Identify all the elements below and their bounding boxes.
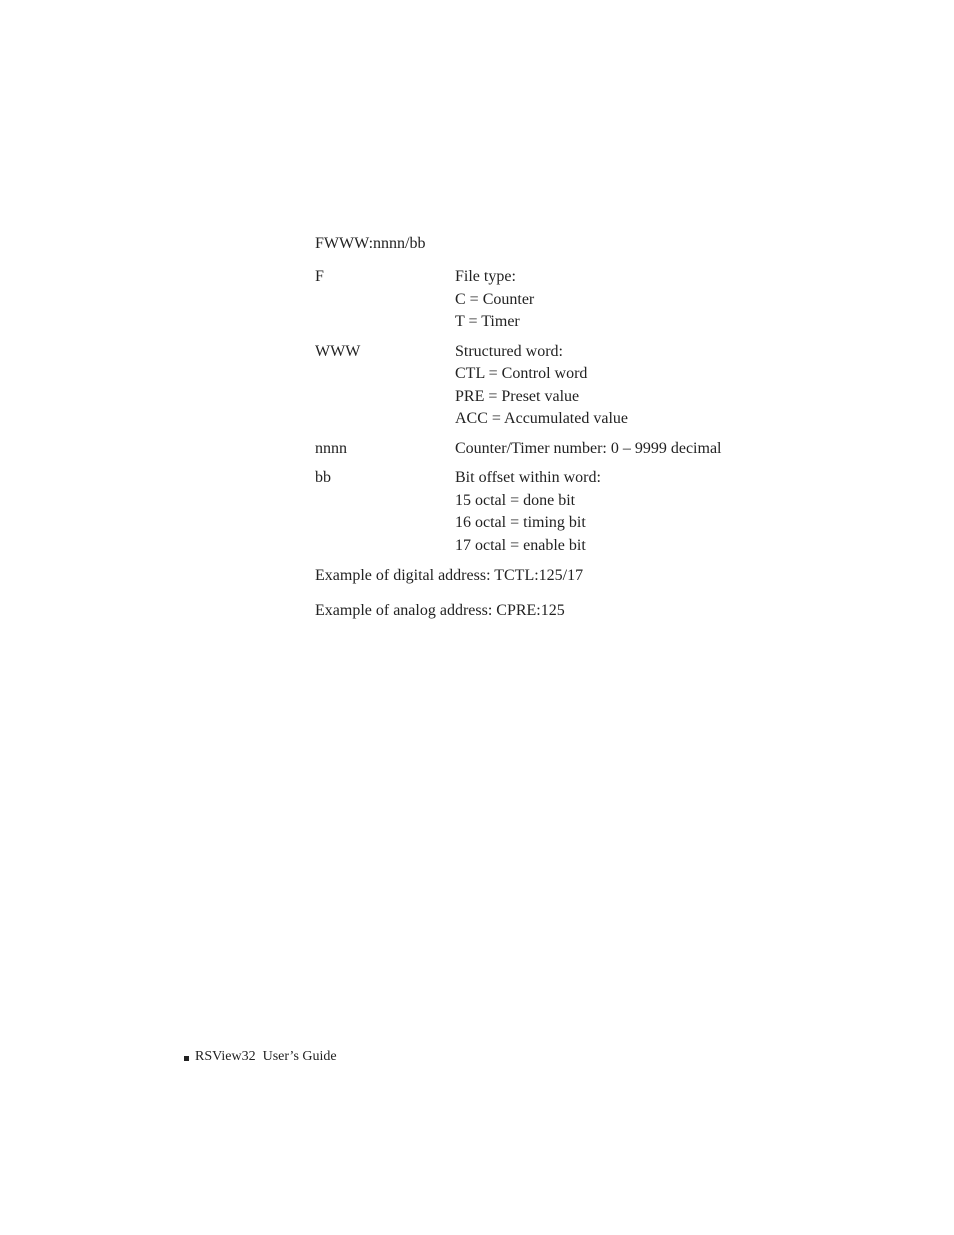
square-bullet-icon <box>184 1056 189 1061</box>
definition-table <box>315 266 875 564</box>
definition-term: bb <box>315 469 331 486</box>
definition-row-www <box>315 341 875 431</box>
analog-address-example: Example of analog address: CPRE:125 <box>315 602 565 619</box>
definition-row-f <box>315 266 875 334</box>
definition-line: File type: <box>455 268 516 285</box>
footer-title: RSView32 User’s Guide <box>195 1049 337 1064</box>
definition-row-bb <box>315 467 875 557</box>
definition-line: 17 octal = enable bit <box>455 536 586 554</box>
digital-address-example: Example of digital address: TCTL:125/17 <box>315 567 584 584</box>
definition-description <box>455 438 875 461</box>
definition-line: PRE = Preset value <box>455 387 580 405</box>
definition-line: CTL = Control word <box>455 365 588 382</box>
definition-term: nnnn <box>315 439 347 457</box>
definition-description <box>455 467 875 557</box>
definition-line: C = Counter <box>455 290 535 308</box>
definition-line: Counter/Timer number: 0 – 9999 decimal <box>455 439 722 457</box>
definition-line: 15 octal = done bit <box>455 491 576 509</box>
definition-line: T = Timer <box>455 313 520 330</box>
definition-term: F <box>315 268 324 285</box>
definition-line: Bit offset within word: <box>455 469 601 486</box>
definition-row-nnnn <box>315 438 875 461</box>
definition-line: 16 octal = timing bit <box>455 514 586 531</box>
definition-line: Structured word: <box>455 342 563 360</box>
definition-line: ACC = Accumulated value <box>455 410 628 427</box>
definition-description <box>455 341 875 431</box>
page-footer <box>184 1047 337 1067</box>
definition-term: WWW <box>315 342 361 360</box>
definition-description <box>455 266 875 334</box>
address-syntax: FWWW:nnnn/bb <box>315 235 426 252</box>
